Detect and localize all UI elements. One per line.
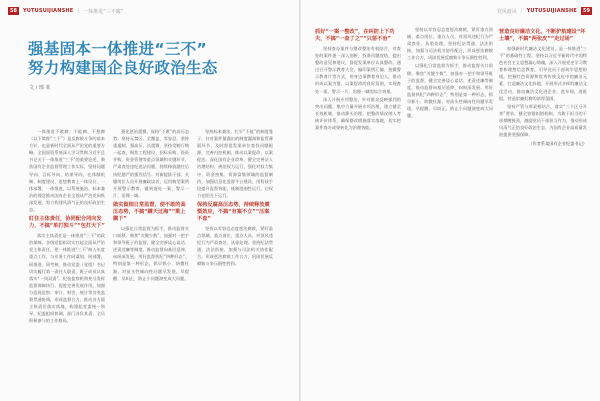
column-2 [113, 128, 189, 390]
paragraph: 坚持以零容忍态度惩治腐败，紧盯重点领域、重点岗位、重点人员，对顶风违纪行为严肃查处、从重处理。坚持纪法贯通、法法衔接，加强与司法机关协作配合，形成惩治腐败工作合力，巩固发展反腐败斗争压倒性胜利。 [407, 27, 493, 61]
paragraph: 坚持严管与厚爱相结合，落实“三个区分开来”要求，健全容错纠错机制，为敢于担当的干部撑腰鼓劲，激励党员干部担当作为，推动形成风清气正的良好政治生态，为国有企业高质量发展提供坚强保障。 [499, 103, 587, 138]
right-page [301, 0, 600, 401]
section-heading: 营造良好廉洁文化，不断护航建设“坏土壤”，不搞“两张皮”“走过场” [499, 29, 586, 42]
author-note: （作者系某国有企业纪委书记） [528, 141, 587, 147]
byline: 文 / 邢 某 [29, 85, 51, 91]
column-6 [499, 26, 587, 392]
paragraph: 深入开展专项整治，针对群众反映强烈的突出问题，集中力量开展专项治理，建立健全长效机制，推动源头治理。把整改情况纳入考核评价体系，确保整改措施落实落地，切实把案件查办成果转化为治理效能。 [315, 96, 401, 131]
paragraph: 一体推进不敢腐、不能腐、不想腐（以下简称“三不”）是反腐败斗争的基本方针，也是新时代全面从严治党的重要方略。全国国资系统深入学习贯彻习近平总书记关于一体推进“三不”的重要论述，聚焦国有企业监督管理工作实际，坚持问题导向、目标导向、结果导向，在体制机制、制度建设、思想教育上一体设计、一体部署、一体推进，以系统施治、标本兼治的理念推动国有企业全面从严治党向纵深发展，努力构建风清气正的良好政治生态。 [29, 129, 105, 213]
column-4 [315, 26, 401, 392]
title-line-2: 努力构建国企良好政治生态 [28, 59, 218, 77]
title-line-1: 强基固本一体推进“三不” [28, 40, 207, 58]
left-page-header [8, 6, 123, 16]
column-1 [29, 128, 105, 390]
header-divider: | [77, 8, 80, 14]
section-heading: 保持反腐高压态势，持续释放震慑效应，不搞“有案不立”“压案不查” [197, 201, 270, 222]
section-heading: 做实做细日常监督，使不敢的高压态势，不搞“瞒天过海”“欺上瞒下” [113, 201, 186, 222]
column-3 [197, 128, 273, 390]
article-title [28, 40, 278, 78]
section-heading: 抓好“一案一整改”，在纠防上下功夫，不搞“一查了之”“只惩不治” [315, 29, 395, 42]
paragraph: 强化惩治震慑，保持“不敢”的高压态势。坚持无禁区、全覆盖、零容忍，坚持重遏制、强高压、长震慑，坚持受贿行贿一起查，聚焦工程建设、招标采购、投资并购、资金管理等重点领域和关键环节，严肃查处违纪违法问题，持续释放越往后执纪越严的强烈信号。对新提拔干部、关键岗位人员开展廉政谈话，运用典型案例开展警示教育，做到查处一案、警示一片、治理一域。 [113, 129, 189, 198]
column-5 [407, 26, 493, 392]
paragraph: 落实主体责任是一体推进“三不”的政治保障。各级党组织切实扛起全面从严治党主体责任，把一体推进“三不”纳入年度重点工作，与业务工作同谋划、同部署、同推进、同考核，推动党委（党组）书记切实履行第一责任人职责，班子成员认真落实“一岗双责”。纪检监察机构充分发挥监督保障执行、促进完善发展作用，加强与巡视巡察、审计、财会、统计等各类监督贯通协调，形成监督合力，推动各方面主体责任落实落地，构建起党委统一领导、纪委组织协调、部门各负其责、全员积极参与的工作格局。 [29, 233, 105, 324]
paragraph: 坚持查办案件与整改整治有机结合，对查处的案件逐一深入剖析，找准问题症结，提出整改意见和建议，督促发案单位认真整改。通过召开警示教育大会、编印案例汇编、拍摄警示教育片等方式，用身边事教育身边人，推动形成以案为鉴、以案促改的良好氛围，实现查处一案、警示一片、治理一域的综合效果。 [315, 46, 401, 94]
left-page [0, 0, 299, 401]
header-section-right: 党风政风 [496, 8, 517, 15]
paragraph: 以强化日常监督为抓手，推动监督关口前移。聚焦“关键少数”，加强对一把手和领导班子的监督，健全完善谈心谈话、述责述廉等制度，推动监督向基层延伸、向纵深发展。用好监督执纪“四种形态”，特别是第一种形态，抓早抓小、防微杜渐，对苗头性倾向性问题早发现、早提醒、早纠正，防止小问题演变成大问题。 [113, 225, 189, 281]
paragraph: 以强化日常监督为抓手，推动监督关口前移。聚焦“关键少数”，加强对一把手和领导班子的监督，健全完善谈心谈话、述责述廉等制度，推动监督向基层延伸、向纵深发展。用好监督执纪“四种形态”，特别是第一种形态，抓早抓小、防微杜渐，对苗头性倾向性问题早发现、早提醒、早纠正，防止小问题演变成大问题。 [407, 63, 493, 119]
header-section-left: 一体推进“三不腐” [83, 8, 124, 15]
paragraph: 加强新时代廉洁文化建设，是一体推进“三不”的基础性工程。坚持以习近平新时代中国特色社会主义思想凝心铸魂，深入开展党史学习教育和理想信念教育，引导党员干部筑牢思想防线。挖掘红色资源和优秀传统文化中的廉洁元素，打造廉洁文化阵地，开展形式多样的廉洁文化活动，推动廉洁文化进企业、进车间、进班组，营造崇廉拒腐的浓厚氛围。 [499, 46, 587, 101]
right-page-header [497, 6, 592, 16]
header-divider: | [520, 8, 523, 14]
page-number-left: 58 [10, 8, 17, 14]
section-heading: 盯住主体责任，协同配合同向发力，不搞“单打独斗”“包打天下” [29, 216, 105, 230]
paragraph: 坚持以零容忍态度惩治腐败，紧盯重点领域、重点岗位、重点人员，对顶风违纪行为严肃查处、从重处理。坚持纪法贯通、法法衔接，加强与司法机关协作配合，形成惩治腐败工作合力，巩固发展反腐败斗争压倒性胜利。 [197, 225, 273, 267]
header-brand-left: YUTUSUIJIANSHE [22, 8, 74, 14]
paragraph: 坚持标本兼治，扎牢“不能”的制度笼子。针对案件暴露出的制度漏洞和监管薄弱环节，及时督促发案单位查找问题根源，完善内控机制，推动以案促改、以案促治。深化国有企业改革，健全完善法人治理结构，规范权力运行，强化对权力集中、资金密集、资源富集领域的监督制约，加强信息化监督平台建设，用科技手段提升监督效能，使制度刚性运行，让权力在阳光下运行。 [197, 129, 273, 198]
header-brand-right: YUTUSUIJIANSHE [526, 8, 578, 14]
page-number-right: 59 [583, 8, 590, 14]
